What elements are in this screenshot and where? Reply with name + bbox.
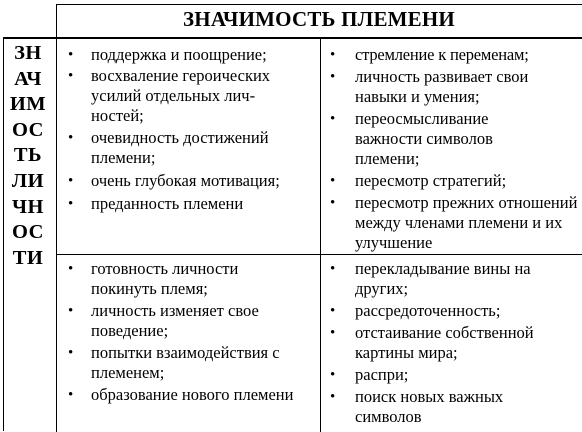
list-item: • очевидность достижений племени; (68, 128, 269, 167)
bullet-icon: • (68, 345, 74, 361)
list-item: • рассредоточенность; (330, 301, 501, 320)
bullet-list (57, 259, 319, 405)
bullet-icon: • (68, 196, 74, 212)
cell-bottom-right (321, 259, 582, 427)
cell-top-left (57, 45, 319, 214)
bullet-icon: • (330, 389, 336, 405)
side-label (0, 41, 56, 271)
list-item: • отстаивание собственной картины мира; (330, 323, 534, 362)
list-item: • восхваление героических усилий отдельных лич-ностей; (68, 66, 271, 125)
bullet-icon: • (330, 303, 336, 319)
row-divider-line (57, 254, 582, 255)
bullet-icon: • (330, 111, 336, 127)
list-item: • пересмотр прежних отношений между членами племени и их улучшение (330, 193, 578, 252)
list-item: • поиск новых важных символов (330, 387, 504, 426)
cell-top-right (321, 45, 582, 253)
list-item: • личность изменяет свое поведение; (68, 301, 259, 340)
side-label-part: ОС (11, 118, 44, 141)
bullet-icon: • (68, 173, 74, 189)
bullet-list (57, 45, 319, 214)
side-label-part: АЧ (14, 67, 42, 90)
bullet-icon: • (330, 195, 336, 211)
list-item: • распри; (330, 365, 409, 384)
bullet-icon: • (330, 367, 336, 383)
bullet-icon: • (330, 325, 336, 341)
side-label-part: ТИ (12, 246, 44, 269)
side-label-part: ЗН (14, 42, 42, 64)
list-item: • попытки взаимодействия с племенем; (68, 343, 280, 382)
page-title: ЗНАЧИМОСТЬ ПЛЕМЕНИ (183, 7, 455, 31)
list-item: • готовность личности покинуть племя; (68, 259, 239, 298)
bullet-icon: • (68, 47, 74, 63)
bullet-icon: • (68, 68, 74, 84)
bullet-icon: • (330, 173, 336, 189)
bullet-icon: • (68, 261, 74, 277)
bullet-icon: • (68, 130, 74, 146)
list-item: • переосмысливание важности символов племени; (330, 109, 493, 168)
side-label-part: ОС (11, 221, 44, 244)
list-item: • поддержка и поощрение; (68, 45, 267, 64)
cell-bottom-left (57, 259, 319, 405)
list-item: • перекладывание вины на других; (330, 259, 531, 298)
bullet-icon: • (330, 47, 336, 63)
header-bottom-line (3, 37, 582, 39)
list-item: • очень глубокая мотивация; (68, 171, 280, 190)
bullet-icon: • (330, 69, 336, 85)
list-item: • преданность племени (68, 194, 244, 213)
list-item: • стремление к переменам; (330, 45, 529, 64)
bullet-list (321, 259, 582, 427)
side-label-part: ТЬ (13, 144, 43, 167)
list-item: • пересмотр стратегий; (330, 171, 507, 190)
side-label-part: ЛИ (11, 169, 45, 192)
list-item: • образование нового племени (68, 385, 294, 404)
bullet-icon: • (330, 261, 336, 277)
side-label-part: ИМ (9, 93, 47, 116)
list-item: • личность развивает свои навыки и умения; (330, 67, 529, 106)
bullet-icon: • (68, 387, 74, 403)
side-label-part: ЧН (12, 195, 44, 218)
bullet-icon: • (68, 303, 74, 319)
bullet-list (321, 45, 582, 253)
